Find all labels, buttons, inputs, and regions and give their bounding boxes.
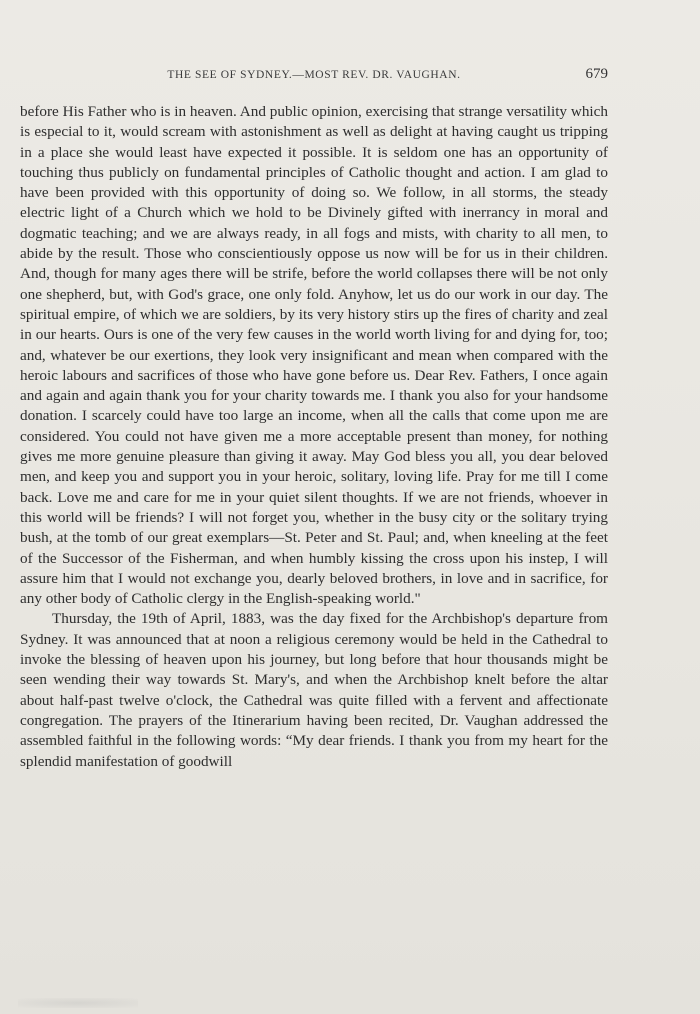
paragraph-continuation: before His Father who is in heaven. And public opinion, exercising that strange versatility which is especial to it, would scream with astonishment as well as delight at having caught us tripping in a place she would least have expected it possible. It is seldom one has an opportunity of touching thus publicly on fundamental principles of Catholic thought and action. I am glad to have been provided with this opportunity of doing so. We follow, in all storms, the steady electric light of a Church which we hold to be Divinely gifted with inerrancy in moral and dogmatic teaching; and we are always ready, in all fogs and mists, with charity to all men, to abide by the result. Those who conscientiously oppose us now will be for us in their children. And, though for many ages there will be strife, before the world collapses there will be not only one shepherd, but, with God's grace, one only fold. Anyhow, let us do our work in our day. The spiritual empire, of which we are soldiers, by its very history stirs up the fires of charity and zeal in our hearts. Ours is one of the very few causes in the world worth living for and dying for, too; and, whatever be our exertions, they look very insignificant and mean when compared with the heroic labours and sacrifices of those who have gone before us. Dear Rev. Fathers, I once again and again and again thank you for your charity towards me. I thank you also for your handsome donation. I scarcely could have too large an income, when all the calls that come upon me are considered. You could not have given me a more acceptable present than money, for nothing gives me more genuine pleasure than giving it away. May God bless you all, you dear beloved men, and keep you and support you in your heroic, solitary, loving life. Pray for me till I come back. Love me and care for me in your quiet silent thoughts. If we are not friends, whoever in this world will be friends? I will not forget you, whether in the busy city or the solitary trying bush, at the tomb of our great exemplars—St. Peter and St. Paul; and, when kneeling at the feet of the Successor of the Fisherman, and when humbly kissing the cross upon his instep, I will assure him that I would not exchange you, dearly beloved brothers, in love and in sacrifice, for any other body of Catholic clergy in the English-speaking world." (20, 103, 608, 608)
paragraph-departure: Thursday, the 19th of April, 1883, was the day fixed for the Archbishop's departure from Sydney. It was announced that at noon a religious ceremony would be held in the Cathedral to invoke the blessing of heaven upon his journey, but long before that hour thousands might be seen wending their way towards St. Mary's, and when the Archbishop knelt before the altar about half-past twelve o'clock, the Cathedral was quite filled with a fervent and affectionate congregation. The prayers of the Itinerarium having been recited, Dr. Vaughan addressed the assembled faithful in the following words: “My dear friends. I thank you from my heart for the splendid manifestation of goodwill (20, 610, 608, 770)
body-text (20, 102, 608, 772)
running-head: THE SEE OF SYDNEY.—MOST REV. DR. VAUGHAN. (167, 69, 461, 81)
paper-smudge (18, 998, 138, 1008)
page-number: 679 (585, 66, 608, 82)
page-header (20, 66, 608, 86)
